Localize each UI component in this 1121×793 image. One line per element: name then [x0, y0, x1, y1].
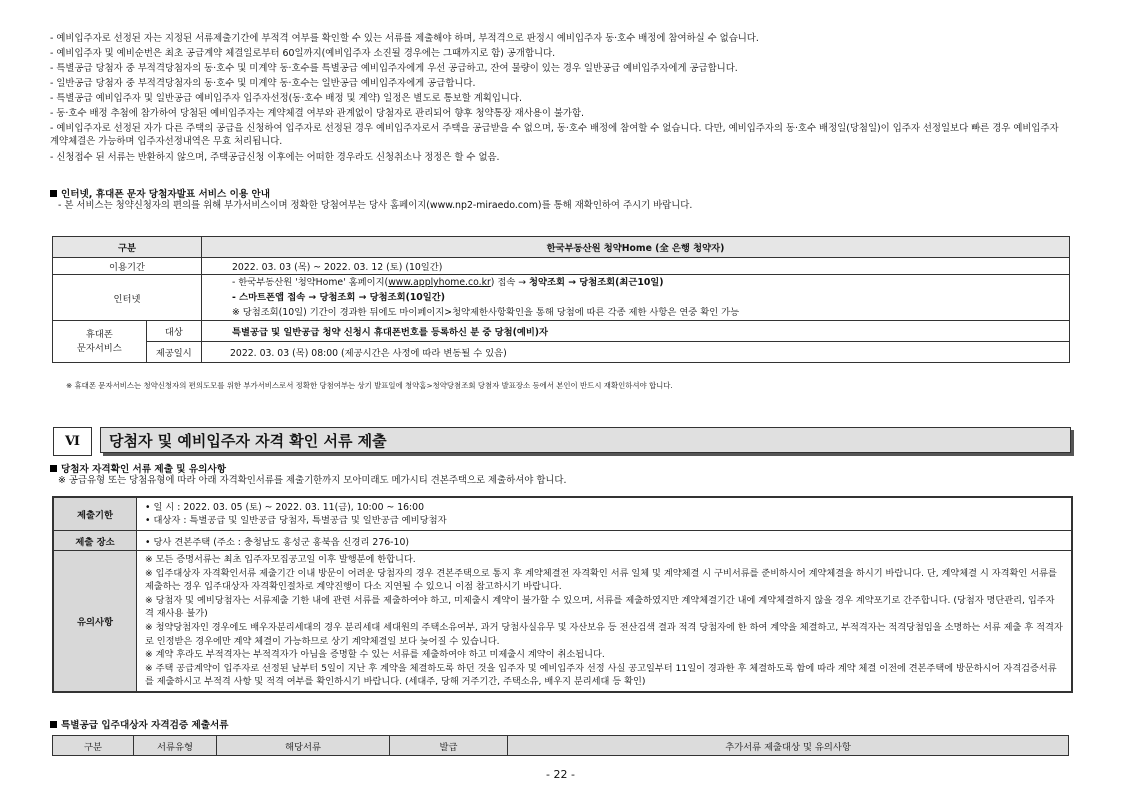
- bullet-2: - 예비입주자 및 예비순번은 최초 공급계약 체결일로부터 60일까지(예비입주자 소진될 경우에는 그때까지로 함) 공개합니다.: [50, 48, 556, 59]
- service-footnote: ※ 휴대폰 문자서비스는 청약신청자의 편의도모를 위한 부가서비스로서 정확한 당첨여부는 상기 발표일에 청약홈>청약당첨조회 당첨자 발표장소 등에서 본인이 반드시 재확인하셔야 합니다.: [66, 381, 673, 390]
- bullet-4: - 일반공급 당첨자 중 부적격당첨자의 동·호수 및 미계약 동·호수는 일반공급 예비입주자에게 공급합니다.: [50, 78, 476, 89]
- submission-table: [52, 496, 1073, 693]
- internet-value: [202, 275, 1070, 321]
- deadline-value: [137, 497, 1073, 531]
- period-value: 2022. 03. 03 (목) ~ 2022. 03. 12 (토) (10일간): [202, 258, 1070, 275]
- place-value: • 당사 견본주택 (주소 : 충청남도 홍성군 홍북읍 신경리 276-10): [137, 531, 1073, 551]
- submission-heading-text: 당첨자 자격확인 서류 제출 및 유의사항: [61, 464, 226, 475]
- notes-value: [137, 551, 1073, 692]
- applyhome-link[interactable]: www.applyhome.co.kr: [388, 277, 491, 288]
- bullet-8: - 신청접수 된 서류는 반환하지 않으며, 주택공급신청 이후에는 어떠한 경우라도 신청취소나 정정은 할 수 없음.: [50, 152, 500, 163]
- special-heading-text: 특별공급 입주대상자 자격검증 제출서류: [61, 720, 229, 731]
- service-table: [52, 236, 1070, 363]
- note-1: ※ 모든 증명서류는 최초 입주자모집공고일 이후 발행분에 한합니다.: [145, 554, 416, 565]
- note-6: ※ 주택 공급계약이 입주자로 선정된 날부터 5일이 지난 후 계약을 체결하도록 하던 것을 입주자 및 예비입주자 선정 사실 공고일부터 11일이 경과한 후 체결하도록 함에 따라 계약 체결 이전에 견본주택에 방문하시어 자격검증서류를 제출하시고 부적격 사항 및 적격 여부를 확인하시기 바랍니다. (세대주, 당해 거주기간, 주택소유, 배우지 분리세대 등 확인): [145, 662, 1057, 688]
- bullet-5: - 특별공급 예비입주자 및 일반공급 예비입주자 입주자선정(동·호수 배정 및 계약) 일정은 별도로 통보할 계획입니다.: [50, 93, 522, 104]
- deadline-line-2: • 대상자 : 특별공급 및 일반공급 당첨자, 특별공급 및 일반공급 예비당첨자: [145, 515, 447, 526]
- internet-line-3: ※ 당첨조회(10일) 기간이 경과한 뒤에도 마이페이지>청약제한사항확인을 통해 당첨에 따른 각종 제한 사항은 연중 확인 가능: [232, 307, 740, 318]
- sms-label: 휴대폰 문자서비스: [53, 321, 147, 363]
- internet-line-1: [232, 275, 1063, 290]
- place-label: 제출 장소: [53, 531, 137, 551]
- section-title: 당첨자 및 예비입주자 자격 확인 서류 제출: [100, 427, 1071, 453]
- col-header-category: 구분: [53, 237, 202, 258]
- internet-line-1-pre: - 한국부동산원 '청약Home' 홈페이지(: [232, 277, 389, 288]
- date-value: 2022. 03. 03 (목) 08:00 (제공시간은 사정에 따라 변동될 수 있음): [202, 342, 1070, 363]
- bullet-3: - 특별공급 당첨자 중 부적격당첨자의 동·호수 및 미계약 동·호수를 특별공급 예비입주자에게 우선 공급하고, 잔여 물량이 있는 경우 일반공급 예비입주자에게 공급합니다.: [50, 63, 738, 74]
- submission-heading: [50, 461, 226, 475]
- note-5: ※ 계약 후라도 부적격자는 부적격자가 아님을 증명할 수 있는 서류를 제출하여야 하고 미제출시 계약이 취소됩니다.: [145, 649, 605, 661]
- special-col-notes: 추가서류 제출대상 및 유의사항: [508, 736, 1069, 756]
- notes-label: 유의사항: [53, 551, 137, 692]
- internet-line-2: - 스마트폰앱 접속 → 당첨조회 → 당첨조회(10일간): [232, 292, 445, 303]
- internet-line-1-bold: 청약조회 → 당첨조회(최근10일): [529, 277, 664, 288]
- service-heading: [50, 186, 270, 200]
- bullet-1: - 예비입주자로 선정된 자는 지정된 서류제출기간에 부적격 여부를 확인할 수 있는 서류를 제출해야 하며, 부적격으로 판정시 예비입주자 동·호수 배정에 참여하실 수 없습니다.: [50, 33, 759, 44]
- service-desc: - 본 서비스는 청약신청자의 편의를 위해 부가서비스이며 정확한 당첨여부는 당사 홈페이지(www.np2-miraedo.com)를 통해 재확인하여 주시기 바랍니다.: [58, 200, 693, 211]
- target-value: 특별공급 및 일반공급 청약 신청시 휴대폰번호를 등록하신 분 중 당첨(예비)자: [202, 321, 1070, 342]
- date-label: 제공일시: [146, 342, 201, 363]
- target-label: 대상: [146, 321, 201, 342]
- note-4: ※ 청약당첨자인 경우에도 배우자분리세대의 경우 분리세대 세대원의 주택소유여부, 과거 당첨사실유무 및 자산보유 등 전산검색 결과 적격 당첨자에 한 하여 계약을 체결하고, 부적격자는 적격당첨임을 소명하는 서류 제출 후 적격자로 인정받은 경우에만 계약 체결이 가능하므로 상기 계약체결일 보다 늦어질 수 있습니다.: [145, 621, 1063, 647]
- note-2: ※ 입주대상자 자격확인서류 제출기간 이내 방문이 어려운 당첨자의 경우 견본주택으로 통지 후 계약체결전 자격확인 서류 일체 및 계약체결 시 구비서류를 준비하시어 계약체결을 하시기 바랍니다. 단, 계약체결 시 자격확인 서류를 제출하는 경우 입주대상자 자격확인절차로 계약진행이 다소 지연될 수 있으니 이점 참고하시기 바랍니다.: [145, 567, 1057, 593]
- internet-label: 인터넷: [53, 275, 202, 321]
- special-col-category: 구분: [53, 736, 134, 756]
- square-bullet-icon: [50, 190, 57, 197]
- section-number: Ⅵ: [53, 427, 92, 456]
- special-heading: [50, 717, 229, 731]
- special-col-doc: 해당서류: [217, 736, 390, 756]
- special-table: [52, 735, 1069, 756]
- deadline-label: 제출기한: [53, 497, 137, 531]
- page-number: - 22 -: [546, 768, 575, 781]
- bullet-7: - 예비입주자로 선정된 자가 다른 주택의 공급을 신청하여 입주자로 선정된 경우 예비입주자로서 주택을 공급받을 수 없으며, 동·호수 배정에 참여할 수 없습니다. 다만, 예비입주자의 동·호수 배정일(당첨일)이 입주자 선정일보다 빠른 경우 예비입주자 계약체결은 가능하며 입주자선정내역은 무효 처리됩니다.: [50, 123, 1059, 147]
- col-header-applyhome: 한국부동산원 청약Home (全 은행 청약자): [202, 237, 1070, 258]
- internet-line-1-post: ) 접속 →: [490, 277, 530, 288]
- deadline-line-1: • 일 시 : 2022. 03. 05 (토) ~ 2022. 03. 11(금), 10:00 ~ 16:00: [145, 502, 424, 513]
- bullet-6: - 동·호수 배정 추첨에 참가하여 당첨된 예비입주자는 계약체결 여부와 관계없이 당첨자로 관리되어 향후 청약통장 재사용이 불가함.: [50, 108, 585, 119]
- submission-note: ※ 공급유형 또는 당첨유형에 따라 아래 자격확인서류를 제출기한까지 모아미래도 메가시티 견본주택으로 제출하셔야 합니다.: [58, 475, 567, 486]
- period-label: 이용기간: [53, 258, 202, 275]
- special-col-doc-type: 서류유형: [134, 736, 217, 756]
- special-col-issue: 발급: [390, 736, 508, 756]
- note-3: ※ 당첨자 및 예비당첨자는 서류제출 기한 내에 관련 서류를 제출하여야 하고, 미제출시 계약이 불가할 수 있으며, 서류를 제출하였지만 계약체결기간 내에 계약체결하지 않을 경우 계약포기로 간주합니다. (당첨자 명단관리, 입주자격 재사용 불가): [145, 594, 1055, 620]
- service-heading-text: 인터넷, 휴대폰 문자 당첨자발표 서비스 이용 안내: [61, 189, 271, 200]
- square-bullet-icon: [50, 721, 57, 728]
- square-bullet-icon: [50, 465, 57, 472]
